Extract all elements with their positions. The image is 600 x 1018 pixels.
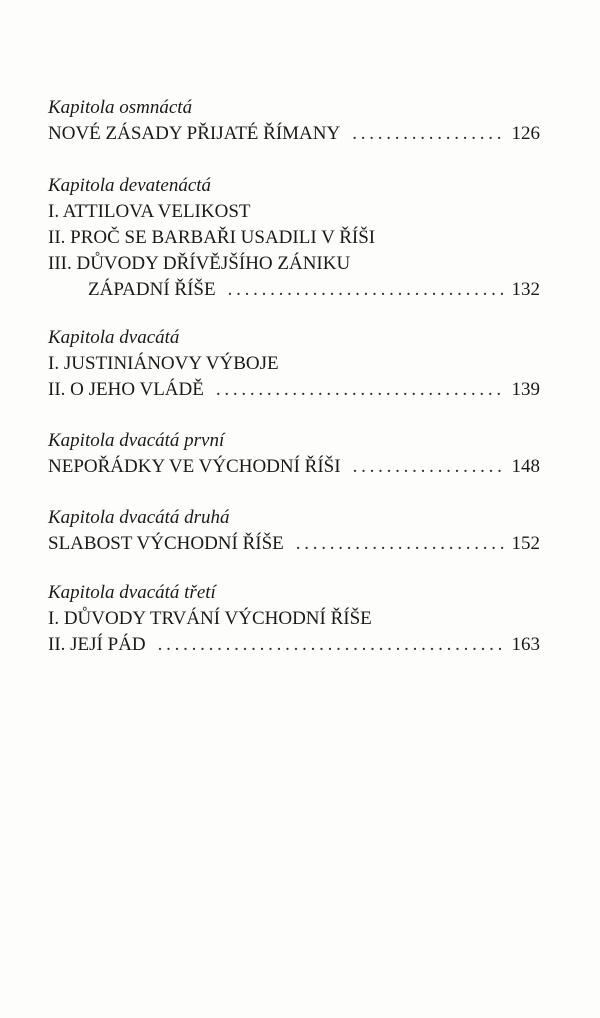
- dot-leader: [296, 531, 504, 557]
- chapter-21: [48, 428, 540, 480]
- entry-title: II. O JEHO VLÁDĚ: [48, 379, 204, 400]
- toc-entry[interactable]: [48, 121, 540, 147]
- toc-entry[interactable]: [48, 225, 540, 251]
- entry-title: NOVÉ ZÁSADY PŘIJATÉ ŘÍMANY: [48, 123, 341, 144]
- toc-entry[interactable]: [48, 531, 540, 557]
- entry-title: ZÁPADNÍ ŘÍŠE: [88, 279, 216, 300]
- toc-entry[interactable]: [48, 199, 540, 225]
- toc-entry[interactable]: [48, 377, 540, 403]
- page-number: 152: [511, 533, 540, 554]
- page-number: 132: [511, 279, 540, 300]
- chapter-heading: Kapitola dvacátá třetí: [48, 582, 216, 603]
- dot-leader: [352, 121, 503, 147]
- chapter-heading: Kapitola osmnáctá: [48, 97, 193, 118]
- chapter-heading: Kapitola dvacátá: [48, 327, 180, 348]
- toc-entry[interactable]: [48, 606, 540, 632]
- page-number: 126: [511, 123, 540, 144]
- toc-entry[interactable]: [48, 251, 540, 277]
- entry-title: NEPOŘÁDKY VE VÝCHODNÍ ŘÍŠI: [48, 456, 341, 477]
- chapter-22: [48, 505, 540, 557]
- page-number: 163: [511, 634, 540, 655]
- entry-title: III. DŮVODY DŘÍVĚJŠÍHO ZÁNIKU: [48, 253, 351, 274]
- page-number: 139: [511, 379, 540, 400]
- toc-entry[interactable]: [48, 632, 540, 658]
- dot-leader: [158, 632, 504, 658]
- entry-title: SLABOST VÝCHODNÍ ŘÍŠE: [48, 533, 284, 554]
- entry-title: I. DŮVODY TRVÁNÍ VÝCHODNÍ ŘÍŠE: [48, 608, 372, 629]
- chapter-heading: Kapitola dvacátá první: [48, 430, 225, 451]
- dot-leader: [353, 454, 504, 480]
- chapter-18: [48, 95, 540, 147]
- toc-entry-continuation[interactable]: [48, 277, 540, 303]
- dot-leader: [216, 377, 504, 403]
- toc-entry[interactable]: [48, 454, 540, 480]
- page-number: 148: [511, 456, 540, 477]
- chapter-19: [48, 173, 540, 303]
- chapter-heading: Kapitola dvacátá druhá: [48, 507, 230, 528]
- dot-leader: [228, 277, 504, 303]
- entry-title: II. PROČ SE BARBAŘI USADILI V ŘÍŠI: [48, 227, 376, 248]
- entry-title: I. ATTILOVA VELIKOST: [48, 201, 251, 222]
- chapter-23: [48, 580, 540, 658]
- chapter-heading: Kapitola devatenáctá: [48, 175, 212, 196]
- chapter-20: [48, 325, 540, 403]
- entry-title: I. JUSTINIÁNOVY VÝBOJE: [48, 353, 279, 374]
- toc-entry[interactable]: [48, 351, 540, 377]
- entry-title: II. JEJÍ PÁD: [48, 634, 146, 655]
